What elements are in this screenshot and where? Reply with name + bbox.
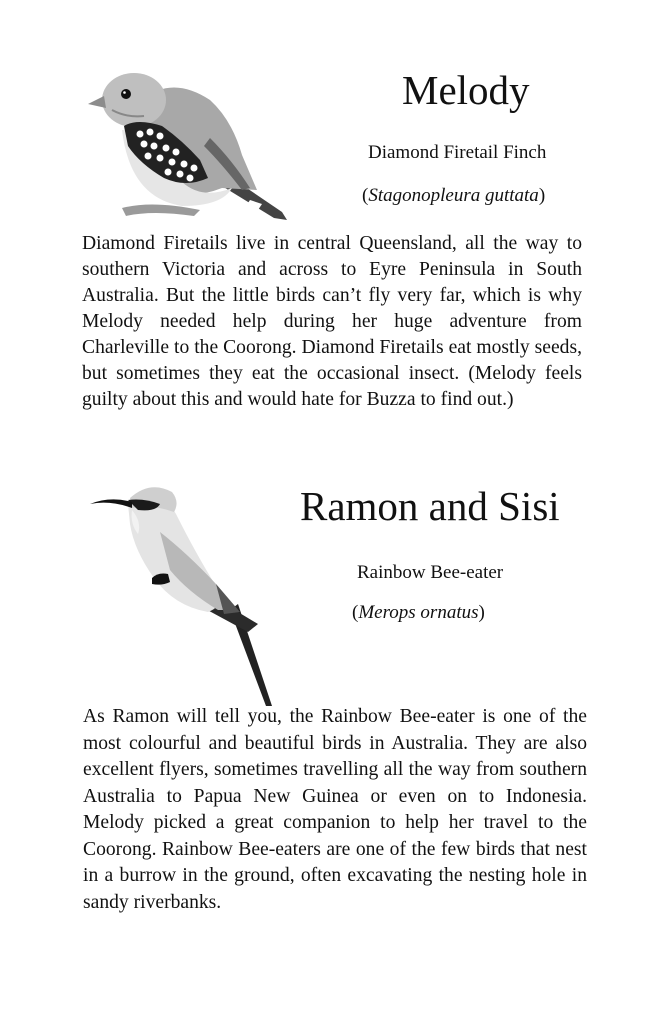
melody-latin-name (362, 186, 545, 205)
latin-open-paren: ( (362, 185, 369, 206)
ramon-sisi-latin-name (352, 603, 485, 622)
latin-name-text: Merops ornatus (358, 602, 479, 623)
melody-common-name: Diamond Firetail Finch (368, 142, 547, 163)
ramon-sisi-description: As Ramon will tell you, the Rainbow Bee-eater is one of the most colourful and beautiful birds in Australia. They are also excellent flyers, sometimes travelling all the way from southern Australia to Papua New Guinea or even on to Indonesia. Melody picked a great companion to help her travel to the Coorong. Rainbow Bee-eaters are one of the few birds that nest in a burrow in the ground, often excavating the nesting hole in sandy riverbanks. (83, 706, 587, 913)
latin-close-paren: ) (478, 602, 485, 623)
bee-eater-icon (88, 474, 278, 709)
melody-description: Diamond Firetails live in central Queensland, all the way to southern Victoria and across to Eyre Peninsula in South Australia. But the little birds can’t fly very far, which is why Melody needed help during her huge adventure from Charleville to the Coorong. Diamond Firetails eat mostly seeds, but sometimes they eat the occasional insect. (Melody feels guilty about this and would hate for Buzza to find out.) (82, 233, 582, 410)
latin-open-paren: ( (352, 602, 359, 623)
latin-close-paren: ) (538, 185, 546, 206)
latin-name-text: Stagonopleura guttata (368, 185, 539, 206)
finch-icon (82, 60, 297, 225)
ramon-sisi-common-name: Rainbow Bee-eater (357, 562, 504, 583)
melody-title: Melody (402, 67, 530, 113)
ramon-sisi-title: Ramon and Sisi (300, 483, 560, 529)
